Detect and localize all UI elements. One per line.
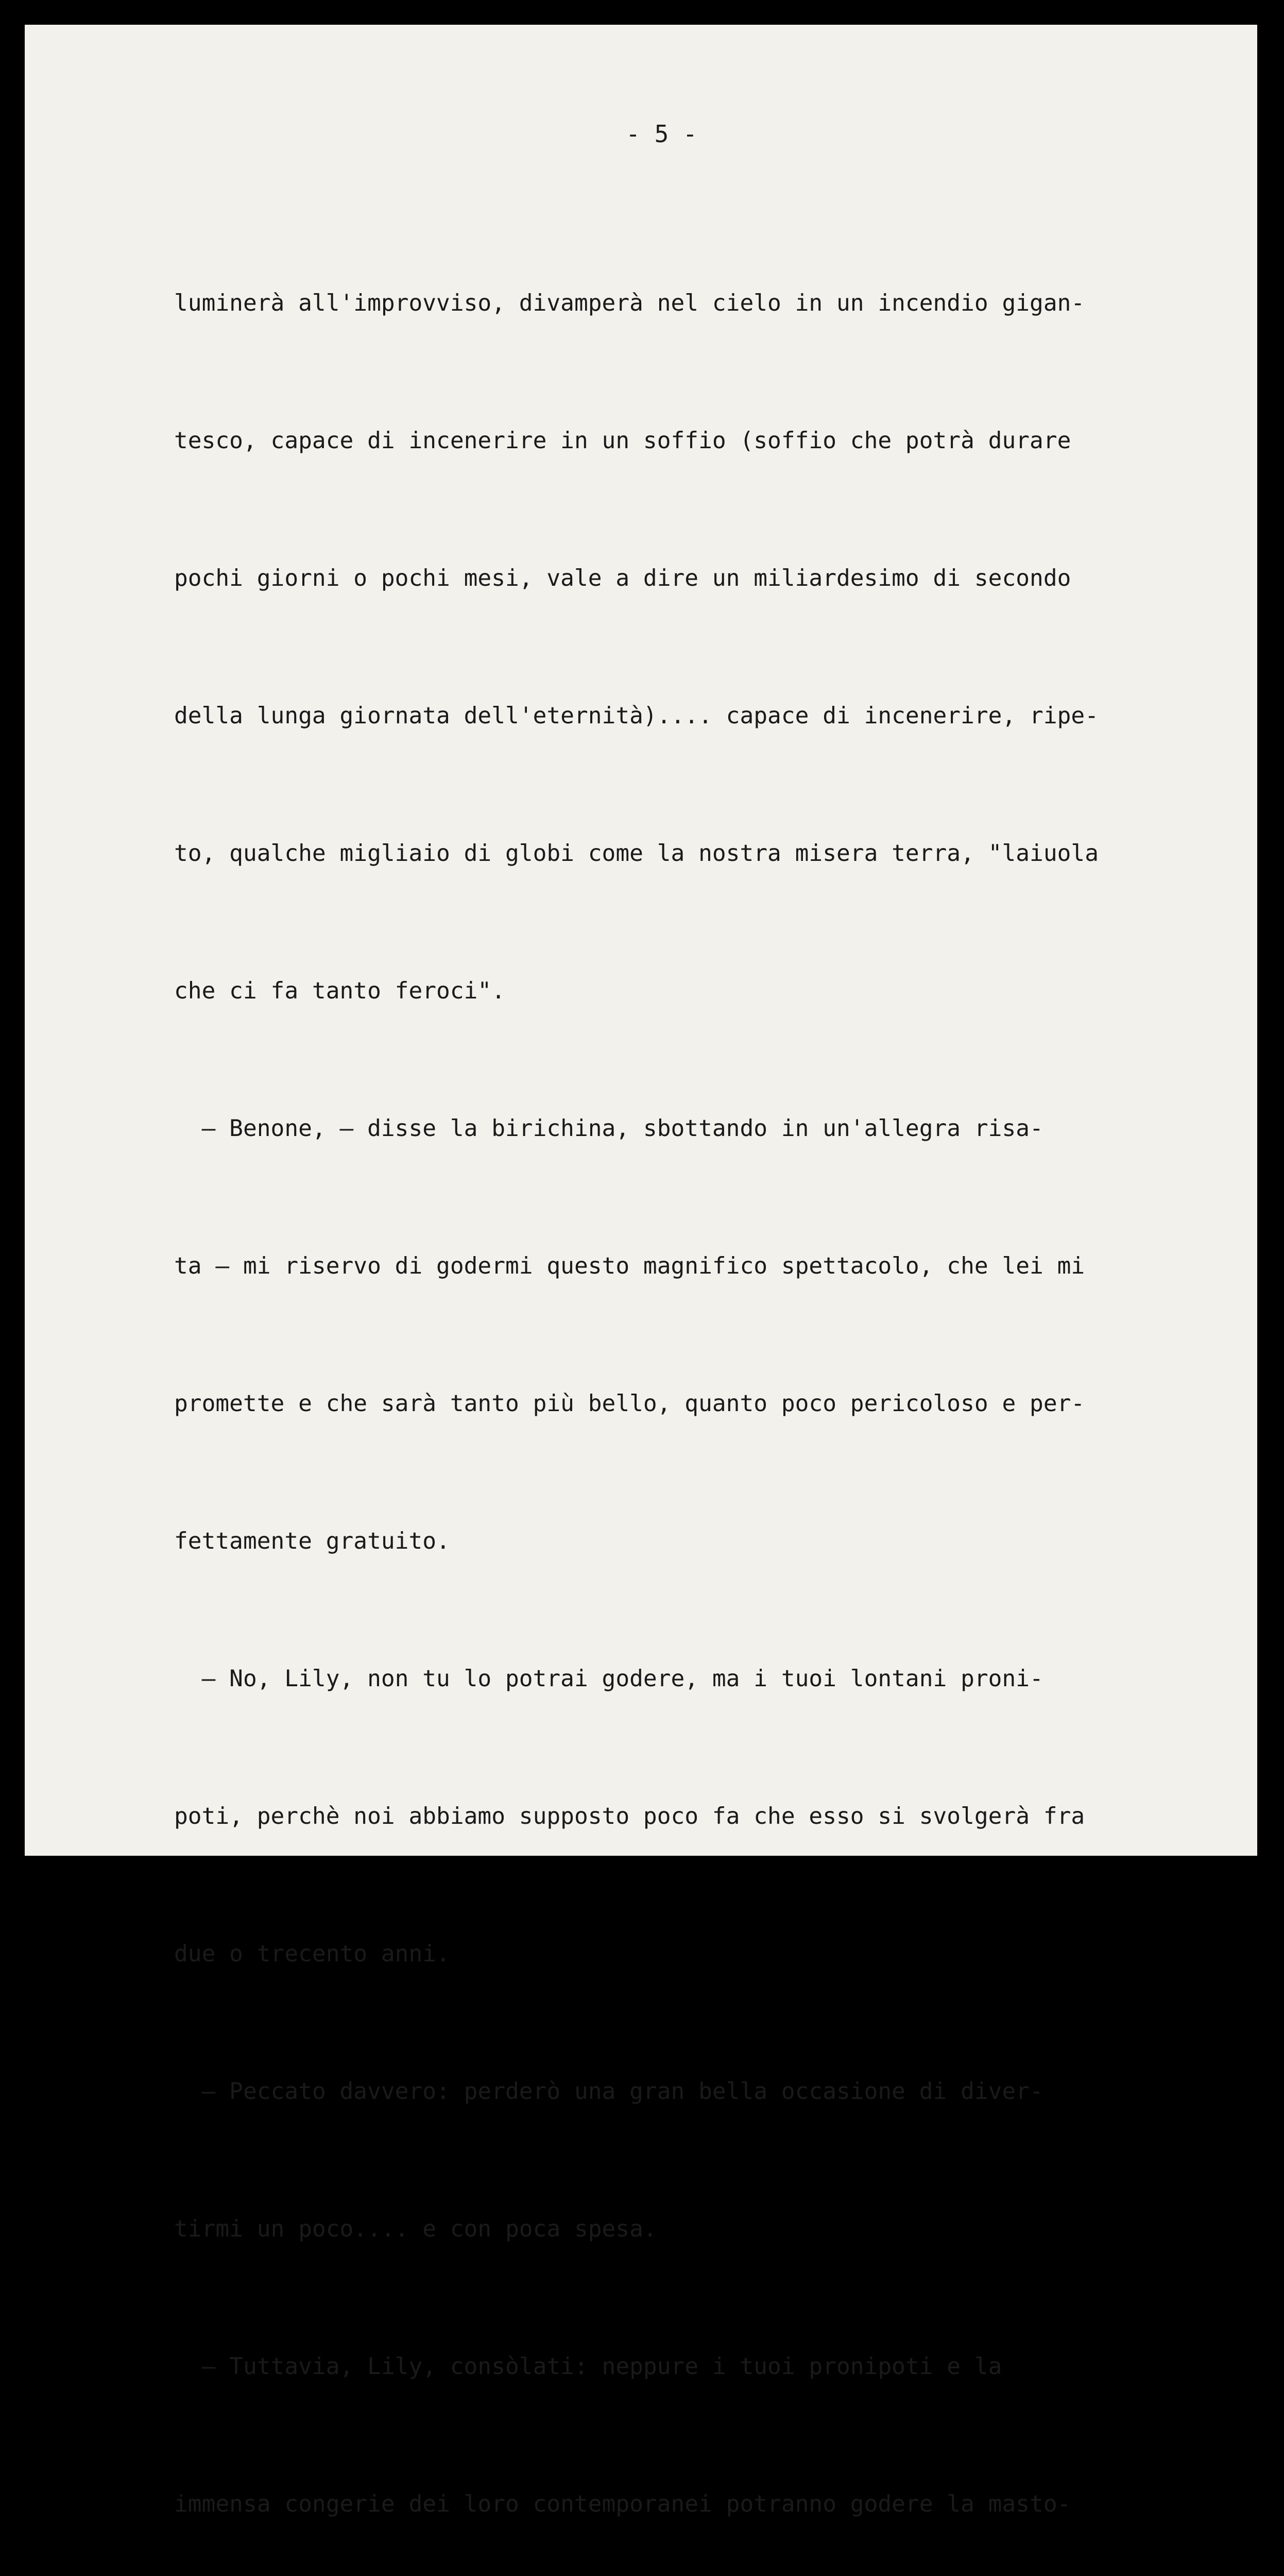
text-line: to, qualche migliaio di globi come la nostra misera terra, "laiuola [174,840,1099,867]
document-page [25,25,1257,2517]
text-line: ta — mi riservo di godermi questo magnifico spettacolo, che lei mi [174,1253,1085,1279]
text-line: pochi giorni o pochi mesi, vale a dire un miliardesimo di secondo [174,565,1071,591]
text-line: fettamente gratuito. [174,1528,450,1554]
text-line: tesco, capace di incenerire in un soffio (soffio che potrà durare [174,428,1071,454]
text-line: luminerà all'improvviso, divamperà nel cielo in un incendio gigan- [174,290,1085,316]
page-number: - 5 - [626,120,697,148]
text-line: — Tuttavia, Lily, consòlati: neppure i tuoi pronipoti e la [174,2353,1002,2380]
text-line: della lunga giornata dell'eternità).... capace di incenerire, ripe- [174,703,1099,729]
text-line: tirmi un poco.... e con poca spesa. [174,2216,657,2242]
text-line: — Benone, — disse la birichina, sbottando in un'allegra risa- [174,1115,1043,1142]
text-line: promette e che sarà tanto più bello, quanto poco pericoloso e per- [174,1391,1085,1417]
body-text [174,189,1266,2576]
text-line: — No, Lily, non tu lo potrai godere, ma i tuoi lontani proni- [174,1666,1043,1692]
text-line: poti, perchè noi abbiamo supposto poco fa che esso si svolgerà fra [174,1803,1085,1829]
text-line: — Peccato davvero: perderò una gran bella occasione di diver- [174,2078,1043,2105]
text-line: che ci fa tanto feroci". [174,978,505,1004]
text-line: due o trecento anni. [174,1941,450,1967]
text-line: immensa congerie dei loro contemporanei potranno godere la masto- [174,2491,1071,2517]
